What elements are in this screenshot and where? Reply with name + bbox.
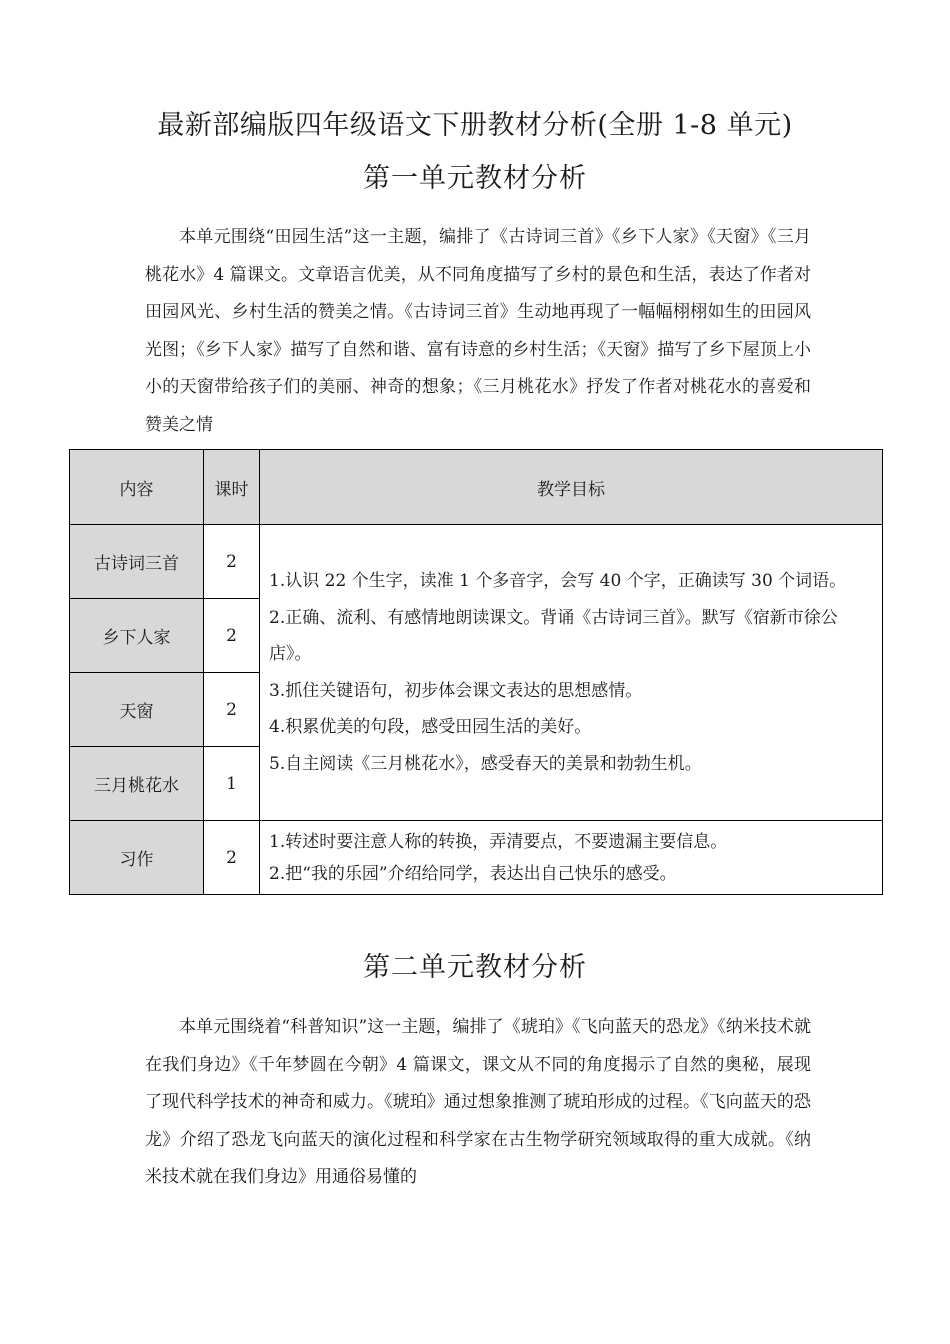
goal-item: 3.抓住关键语句，初步体会课文表达的思想感情。 <box>269 680 643 701</box>
lesson-hours: 1 <box>204 747 260 821</box>
teaching-goals-table <box>69 449 883 895</box>
table-row-writing <box>70 821 883 895</box>
lesson-name: 古诗词三首 <box>70 525 204 599</box>
lesson-hours: 2 <box>204 599 260 673</box>
goal-item: 2.正确、流利、有感情地朗读课文。背诵《古诗词三首》。默写《宿新市徐公店》。 <box>269 607 838 664</box>
writing-goals-cell <box>260 821 883 895</box>
lesson-hours: 2 <box>204 525 260 599</box>
table-row <box>70 525 883 599</box>
main-title: 最新部编版四年级语文下册教材分析(全册 1-8 单元) <box>157 110 793 141</box>
goal-item: 2.把“我的乐园”介绍给同学，表达出自己快乐的感受。 <box>269 863 677 884</box>
lesson-name: 天窗 <box>70 673 204 747</box>
lesson-hours: 2 <box>204 821 260 895</box>
unit2-title: 第二单元教材分析 <box>363 952 587 983</box>
unit1-title: 第一单元教材分析 <box>363 163 587 194</box>
goal-item: 1.认识 22 个生字，读准 1 个多音字，会写 40 个字，正确读写 30 个词语。 <box>269 571 847 591</box>
header-goals: 教学目标 <box>260 450 883 525</box>
lesson-name: 习作 <box>70 821 204 895</box>
unit2-paragraph: 本单元围绕着“科普知识”这一主题，编排了《琥珀》《飞向蓝天的恐龙》《纳米技术就在我们身边》《千年梦圆在今朝》4 篇课文，课文从不同的角度揭示了自然的奥秘，展现了现代科学技术的神奇和威力。《琥珀》通过想象推测了琥珀形成的过程。《飞向蓝天的恐龙》介绍了恐龙飞向蓝天的演化过程和科学家在古生物学研究领域取得的重大成就。《纳米技术就在我们身边》用通俗易懂的 <box>145 1017 811 1188</box>
lesson-name: 乡下人家 <box>70 599 204 673</box>
reading-goals-cell <box>260 525 883 821</box>
table-header-row <box>70 450 883 525</box>
lesson-name: 三月桃花水 <box>70 747 204 821</box>
goal-item: 4.积累优美的句段，感受田园生活的美好。 <box>269 717 592 737</box>
unit1-paragraph: 本单元围绕“田园生活”这一主题，编排了《古诗词三首》《乡下人家》《天窗》《三月桃花水》4 篇课文。文章语言优美，从不同角度描写了乡村的景色和生活，表达了作者对田园风光、乡村生活的赞美之情。《古诗词三首》生动地再现了一幅幅栩栩如生的田园风光图；《乡下人家》描写了自然和谐、富有诗意的乡村生活；《天窗》描写了乡下屋顶上小小的天窗带给孩子们的美丽、神奇的想象；《三月桃花水》抒发了作者对桃花水的喜爱和赞美之情 <box>145 227 811 435</box>
goal-item: 5.自主阅读《三月桃花水》，感受春天的美景和勃勃生机。 <box>269 753 702 774</box>
header-hours: 课时 <box>204 450 260 525</box>
goal-item: 1.转述时要注意人称的转换，弄清要点，不要遗漏主要信息。 <box>269 831 728 852</box>
lesson-hours: 2 <box>204 673 260 747</box>
header-content: 内容 <box>70 450 204 525</box>
